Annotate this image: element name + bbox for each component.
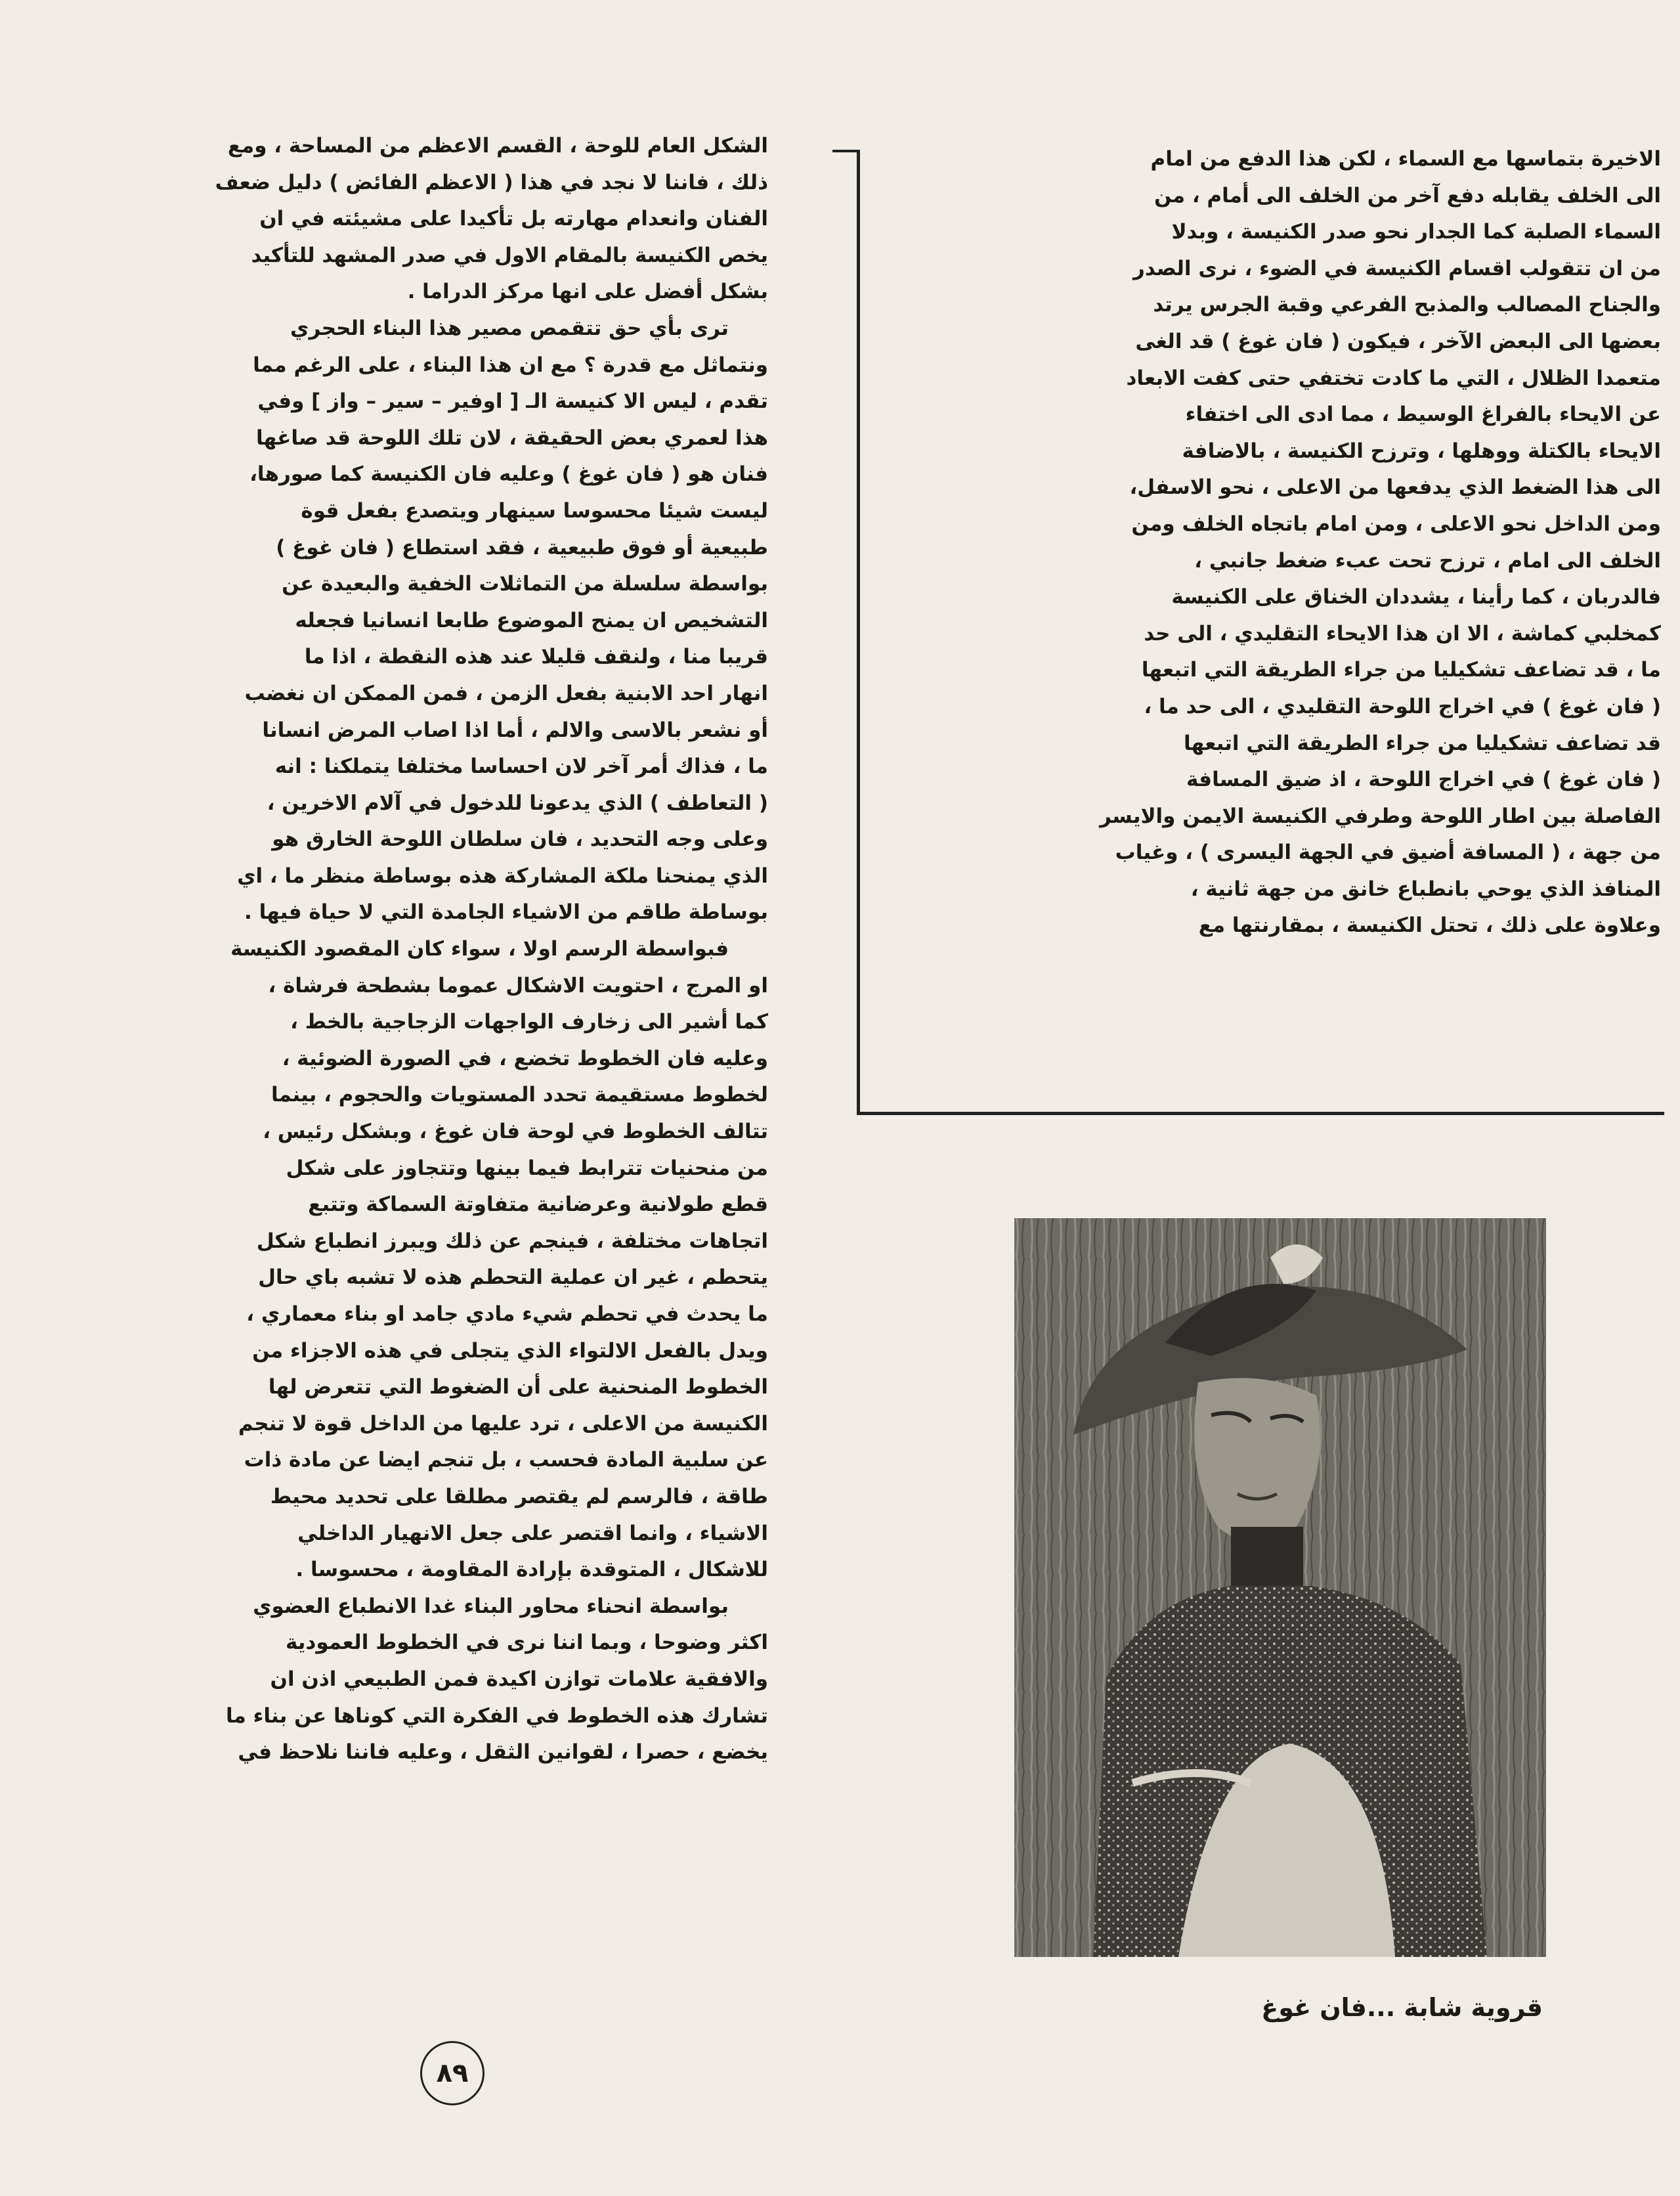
frame-top-tick <box>832 150 860 152</box>
right-column-paragraph: الاخيرة بتماسها مع السماء ، لكن هذا الدفع من امام الى الخلف يقابله دفع آخر من الخلف الى أمام ، من السماء الصلبة كما الجدار نحو صدر الكنيسة ، وبدلا من ان تتقولب اقسام الكنيسة في الضوء ، نرى الصدر والجناح المصالب والمذبح الفرعي وقبة الجرس يرتد بعضها الى البعض الآخر ، فيكون ( فان غوغ ) قد الغى متعمدا الظلال ، التي ما كادت تختفي حتى كفت الابعاد عن الايحاء بالفراغ الوسيط ، مما ادى الى اختفاء الايحاء بالكتلة ووهلها ، وترزح الكنيسة ، بالاضافة الى هذا الضغط الذي يدفعها من الاعلى ، نحو الاسفل، ومن الداخل نحو الاعلى ، ومن امام باتجاه الخلف ومن الخلف الى امام ، ترزح تحت عبء ضغط جانبي ، فالدربان ، كما رأينا ، يشددان الخناق على الكنيسة كمخلبي كماشة ، الا ان هذا الايحاء التقليدي ، الى حد ما ، قد تضاعف تشكيليا من جراء الطريقة التي اتبعها ( فان غوغ ) في اخراج اللوحة التقليدي ، الى حد ما ، قد تضاعف تشكيليا من جراء الطريقة التي اتبعها ( فان غوغ ) في اخراج اللوحة ، اذ ضيق المسافة الفاصلة بين اطار اللوحة وطرفي الكنيسة الايمن والايسر من جهة ، ( المسافة أضيق في الجهة اليسرى ) ، وغياب المنافذ الذي يوحي بانطباع خانق من جهة ثانية ، وعلاوة على ذلك ، تحتل الكنيسة ، بمقارنتها مع <box>1099 147 1661 938</box>
left-paragraph-2: ترى بأي حق تتقمص مصير هذا البناء الحجري ونتماثل مع قدرة ؟ مع ان هذا البناء ، على الرغم مما تقدم ، ليس الا كنيسة الـ [ اوفير – سير – واز ] وفي هذا لعمري بعض الحقيقة ، لان تلك اللوحة قد صاغها فنان هو ( فان غوغ ) وعليه فان الكنيسة كما صورها، ليست شيئا محسوسا سينهار ويتصدع بفعل قوة طبيعية أو فوق طبيعية ، فقد استطاع ( فان غوغ ) بواسطة سلسلة من التماثلات الخفية والبعيدة عن التشخيص ان يمنح الموضوع طابعا انسانيا فجعله قريبا منا ، ولنقف قليلا عند هذه النقطة ، اذا ما انهار احد الابنية بفعل الزمن ، فمن الممكن ان نغضب أو نشعر بالاسى والالم ، أما اذا اصاب المرض انسانا ما ، فذاك أمر آخر لان احساسا مختلفا يتملكنا : انه ( التعاطف ) الذي يدعونا للدخول في آلام الاخرين ، وعلى وجه التحديد ، فان سلطان اللوحة الخارق هو الذي يمنحنا ملكة المشاركة هذه بوساطة منظر ما ، اي بوساطة طاقم من الاشياء الجامدة التي لا حياة فيها . <box>237 316 768 925</box>
left-column-text <box>112 128 768 1771</box>
left-paragraph-4: بواسطة انحناء محاور البناء غدا الانطباع العضوي اكثر وضوحا ، وبما اننا نرى في الخطوط العمودية والافقية علامات توازن اكيدة فمن الطبيعي اذن ان تشارك هذه الخطوط في الفكرة التي كوناها عن بناء ما يخضع ، حصرا ، لقوانين الثقل ، وعليه فاننا نلاحظ في <box>225 1594 768 1765</box>
page-number: ٨٩ <box>420 2041 485 2105</box>
frame-left-rule <box>857 150 860 1115</box>
right-column-text <box>906 141 1661 944</box>
left-paragraph-3: فبواسطة الرسم اولا ، سواء كان المقصود الكنيسة او المرج ، احتويت الاشكال عموما بشطحة فرشاة ، كما أشير الى زخارف الواجهات الزجاجية بالخط ، وعليه فان الخطوط تخضع ، في الصورة الضوئية ، لخطوط مستقيمة تحدد المستويات والحجوم ، بينما تتالف الخطوط في لوحة فان غوغ ، وبشكل رئيس ، من منحنيات تترابط فيما بينها وتتجاوز على شكل قطع طولانية وعرضانية متفاوتة السماكة وتتبع اتجاهات مختلفة ، فينجم عن ذلك ويبرز انطباع شكل يتحطم ، غير ان عملية التحطم هذه لا تشبه باي حال ما يحدث في تحطم شيء مادي جامد او بناء معماري ، ويدل بالفعل الالتواء الذي يتجلى في هذه الاجزاء من الخطوط المنحنية على أن الضغوط التي تتعرض لها الكنيسة من الاعلى ، ترد عليها من الداخل قوة لا تنجم عن سلبية المادة فحسب ، بل تنجم ايضا عن مادة ذات طاقة ، فالرسم لم يقتصر مطلقا على تحديد محيط الاشياء ، وانما اقتصر على جعل الانهيار الداخلي للاشكال ، المتوقدة بإرادة المقاومة ، محسوسا . <box>230 937 768 1582</box>
frame-bottom-rule <box>857 1112 1664 1115</box>
figure-caption: قروية شابة ...فان غوغ <box>1261 1993 1543 2022</box>
left-paragraph-1: الشكل العام للوحة ، القسم الاعظم من المساحة ، ومع ذلك ، فاننا لا نجد في هذا ( الاعظم الفائض ) دليل ضعف الفنان وانعدام مهارته بل تأكيدا على مشيئته في ان يخص الكنيسة بالمقام الاول في صدر المشهد للتأكيد بشكل أفضل على انها مركز الدراما . <box>215 134 768 304</box>
painting-illustration <box>1014 1218 1546 1957</box>
painting-image <box>1014 1218 1546 1957</box>
